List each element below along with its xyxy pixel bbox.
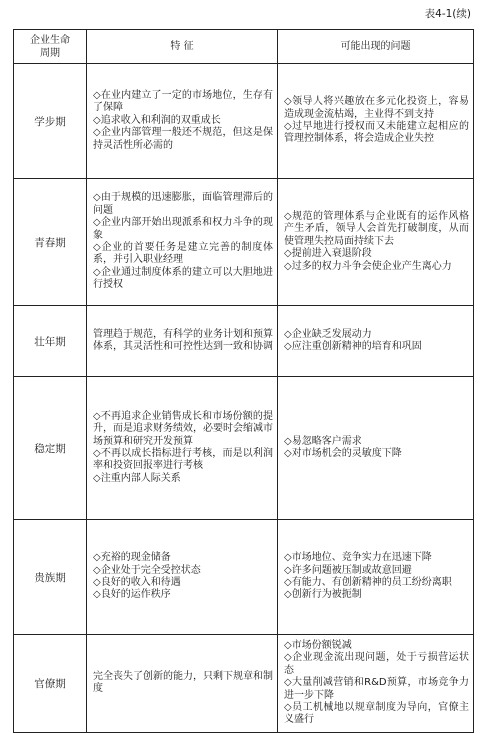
- feature-item: ◇良好的收入和待遇: [93, 577, 181, 588]
- problem-item: ◇提前进入衰退阶段: [284, 248, 372, 260]
- table-header-row: [14, 30, 474, 64]
- table-row: [14, 306, 474, 377]
- feature-item: ◇企业的首要任务是建立完善的制度体系，并引入职业经理: [93, 242, 273, 266]
- header-lifecycle: 企业生命周期: [14, 30, 87, 64]
- problem-item: ◇应注重创新精神的培育和巩固: [284, 341, 422, 352]
- table-row: [14, 64, 474, 179]
- problems-cell: [278, 377, 474, 520]
- problem-item: ◇对市场机会的灵敏度下降: [284, 448, 402, 459]
- lifecycle-table: [13, 29, 474, 733]
- table-caption: 表4-1(续): [424, 8, 471, 20]
- feature-item: 管理趋于规范，有科学的业务计划和预算体系，其灵活性和可控性达到一致和协调: [93, 328, 273, 352]
- stage-label: 壮年期: [14, 306, 87, 377]
- features-cell: [87, 520, 278, 635]
- problems-cell: [278, 520, 474, 635]
- stage-label: 贵族期: [14, 520, 87, 635]
- feature-item: ◇不再追求企业销售成长和市场份额的提升，而是追求财务绩效，必要时会缩减市场预算和研究开发预算: [93, 410, 273, 447]
- feature-item: ◇由于规模的迅速膨胀，面临管理滞后的问题: [93, 192, 273, 216]
- problem-item: ◇市场地位、竞争实力在迅速下降: [284, 552, 432, 564]
- stage-label: 稳定期: [14, 377, 87, 520]
- problem-item: ◇许多问题被压制或故意回避: [284, 564, 412, 576]
- table-row: [14, 377, 474, 520]
- table-row: [14, 520, 474, 635]
- feature-item: ◇在业内建立了一定的市场地位，生存有了保障: [93, 89, 273, 114]
- problem-item: ◇领导人将兴趣放在多元化投资上，容易造成现金流枯竭，主业得不到支持: [284, 96, 469, 120]
- problems-cell: [278, 64, 474, 179]
- features-cell: [87, 64, 278, 179]
- problems-cell: [278, 179, 474, 306]
- feature-item: ◇注重内部人际关系: [93, 472, 181, 484]
- stage-label: 学步期: [14, 64, 87, 179]
- feature-item: ◇追求收入和利润的双重成长: [93, 114, 221, 126]
- problem-item: ◇规范的管理体系与企业既有的运作风格产生矛盾，领导人会首先打破制度，从而使管理失控局面持续下去: [284, 210, 469, 247]
- problem-item: ◇过早地进行授权而又未能建立起相应的管理控制体系，将会造成企业失控: [284, 121, 469, 145]
- table-row: [14, 635, 474, 733]
- feature-item: ◇企业内部开始出现派系和权力斗争的现象: [93, 217, 273, 241]
- problems-cell: [278, 306, 474, 377]
- feature-item: ◇企业通过制度体系的建立可以大胆地进行授权: [93, 266, 273, 291]
- feature-item: ◇企业内部管理一般还不规范，但这是保持灵活性所必需的: [93, 127, 273, 151]
- feature-item: ◇良好的运作秩序: [93, 589, 171, 601]
- header-features: 特 征: [87, 30, 278, 64]
- problems-cell: [278, 635, 474, 733]
- problem-item: ◇企业缺乏发展动力: [284, 328, 372, 340]
- feature-item: ◇充裕的现金储备: [93, 552, 171, 564]
- problem-item: ◇过多的权力斗争会使企业产生离心力: [284, 260, 452, 272]
- features-cell: [87, 306, 278, 377]
- feature-item: 完全丧失了创新的能力，只剩下规章和制度: [93, 671, 273, 695]
- problem-item: ◇易忽略客户需求: [284, 435, 362, 447]
- problem-item: ◇市场份额锐减: [284, 640, 352, 651]
- problem-item: ◇员工机械地以规章制度为导向，官僚主义盛行: [284, 702, 469, 726]
- problem-item: ◇有能力、有创新精神的员工纷纷离职: [284, 577, 452, 588]
- table-row: [14, 179, 474, 306]
- stage-label: 官僚期: [14, 635, 87, 733]
- problem-item: ◇创新行为被扼制: [284, 589, 362, 601]
- features-cell: [87, 179, 278, 306]
- header-problems: 可能出现的问题: [278, 30, 474, 64]
- problem-item: ◇企业现金流出现问题，处于亏损营运状态: [284, 652, 469, 676]
- features-cell: [87, 377, 278, 520]
- feature-item: ◇企业处于完全受控状态: [93, 564, 201, 576]
- feature-item: ◇不再以成长指标进行考核，而是以利润率和投资回报率进行考核: [93, 448, 273, 472]
- problem-item: ◇大量削减营销和R&D预算，市场竞争力进一步下降: [284, 677, 469, 701]
- features-cell: [87, 635, 278, 733]
- stage-label: 青春期: [14, 179, 87, 306]
